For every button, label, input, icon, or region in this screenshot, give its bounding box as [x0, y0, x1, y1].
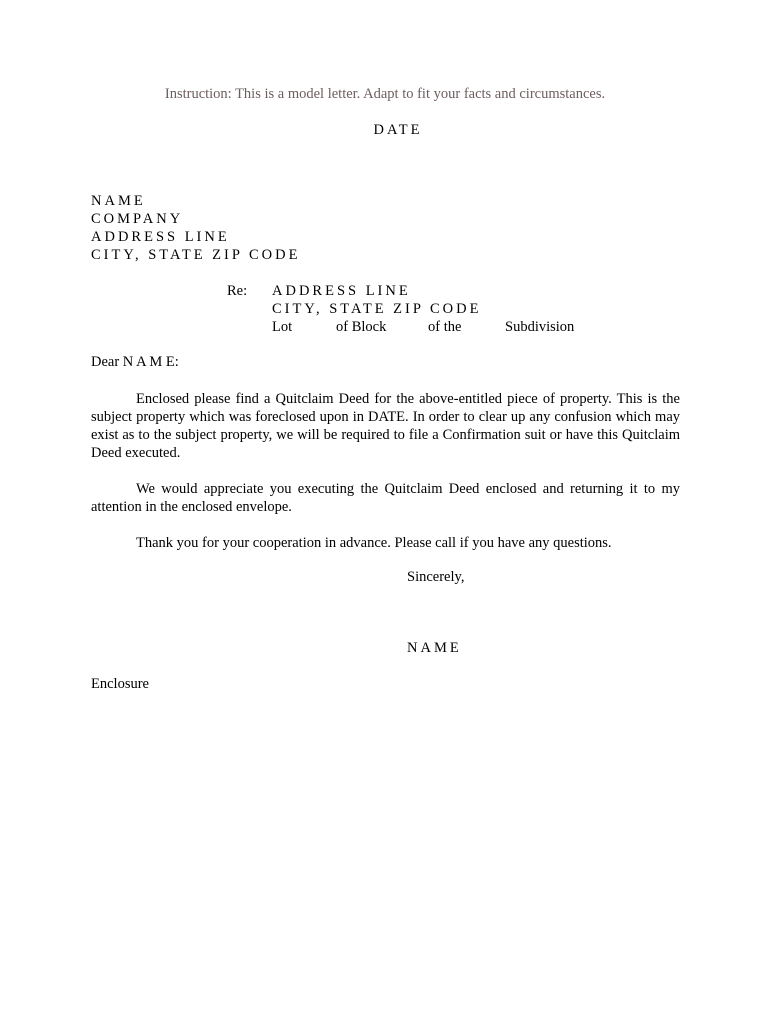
salutation: Dear N A M E:	[91, 354, 179, 370]
recipient-address-line: ADDRESS LINE	[91, 229, 230, 245]
paragraph-text: Enclosed please find a Quitclaim Deed for the above-entitled piece of property. This is the subject property which was foreclosed upon in DATE. In order to clear up any confusion which may exist as to the subject property, we will be required to file a Confirmation suit or have this Quitclaim Deed executed.	[91, 391, 680, 461]
recipient-company: COMPANY	[91, 211, 184, 227]
re-label: Re:	[227, 283, 248, 299]
letter-date: DATE	[373, 122, 423, 138]
body-paragraph	[91, 390, 680, 462]
re-subdivision: Subdivision	[505, 319, 575, 335]
signature-name: NAME	[407, 640, 462, 656]
recipient-name: NAME	[91, 193, 146, 209]
re-city-state-zip: CITY, STATE ZIP CODE	[272, 301, 482, 317]
re-lot: Lot	[272, 319, 293, 335]
enclosure-note: Enclosure	[91, 676, 149, 692]
re-address-line: ADDRESS LINE	[272, 283, 411, 299]
paragraph-text: Thank you for your cooperation in advance. Please call if you have any questions.	[136, 535, 612, 551]
body-paragraph	[91, 480, 680, 516]
instruction-note: Instruction: This is a model letter. Adapt to fit your facts and circumstances.	[164, 86, 606, 102]
closing: Sincerely,	[407, 569, 465, 585]
body-paragraph	[91, 534, 680, 552]
recipient-city-state-zip: CITY, STATE ZIP CODE	[91, 247, 301, 263]
paragraph-text: We would appreciate you executing the Quitclaim Deed enclosed and returning it to my attention in the enclosed envelope.	[91, 481, 680, 515]
re-block: of Block	[336, 319, 387, 335]
re-of-the: of the	[428, 319, 462, 335]
